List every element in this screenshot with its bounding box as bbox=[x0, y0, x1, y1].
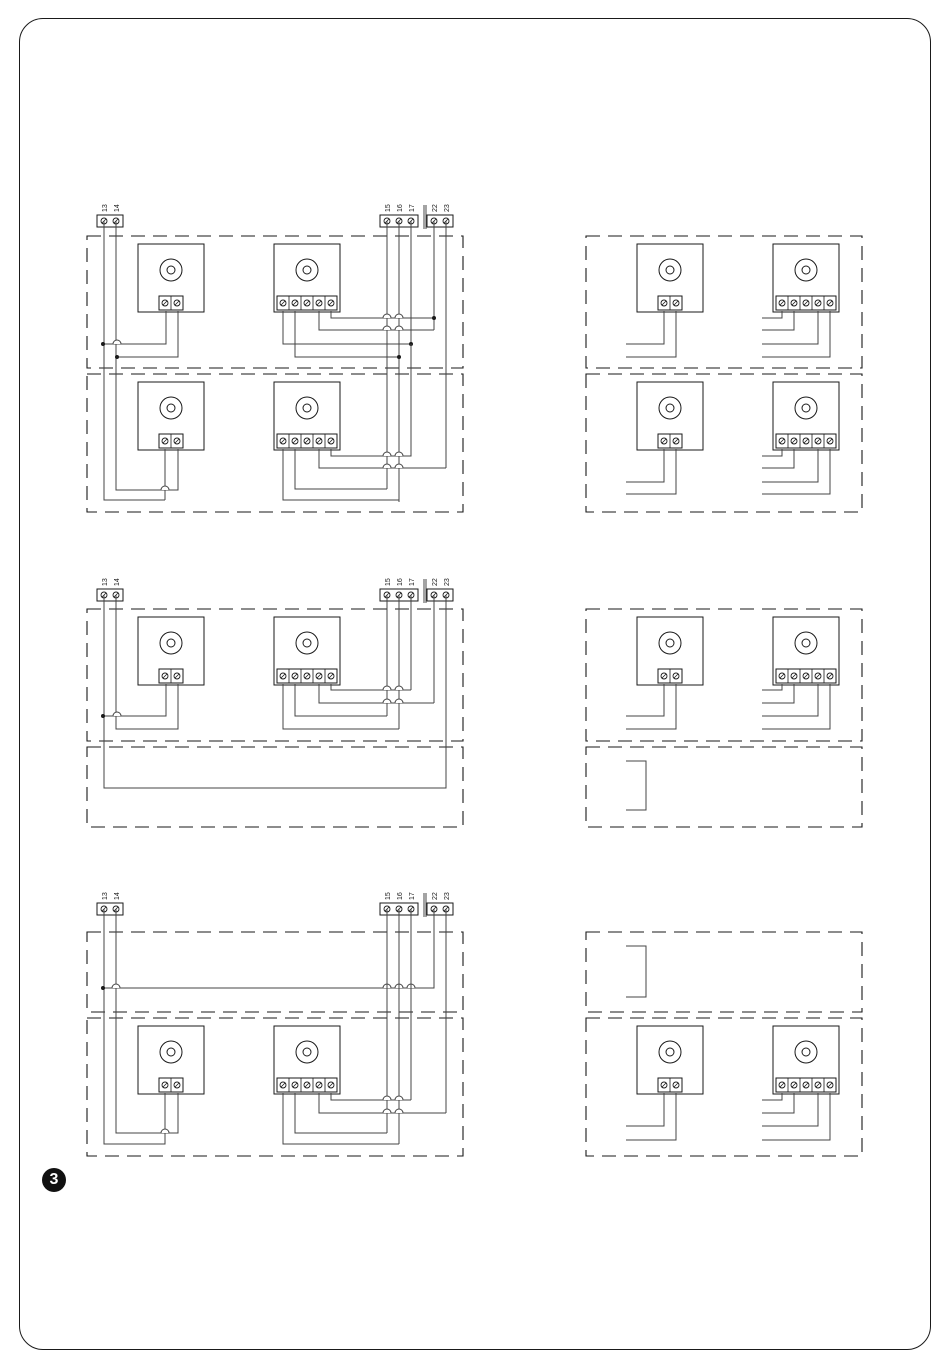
transmitter-1 bbox=[637, 617, 703, 685]
lens-center-icon bbox=[802, 639, 810, 647]
wire bbox=[762, 449, 794, 468]
wire bbox=[116, 909, 178, 1133]
wire bbox=[319, 684, 434, 703]
config-3-right bbox=[586, 932, 862, 1156]
wire-crossover bbox=[395, 699, 403, 703]
wire bbox=[626, 311, 676, 357]
wire-crossover bbox=[395, 314, 403, 318]
wire-crossover bbox=[112, 984, 120, 988]
wire-crossover bbox=[383, 314, 391, 318]
terminal-block-13-14 bbox=[97, 578, 123, 601]
dashed-enclosure bbox=[87, 932, 463, 1012]
wire bbox=[331, 311, 434, 318]
wire bbox=[762, 449, 818, 482]
wire-crossover bbox=[395, 464, 403, 468]
wire-crossover bbox=[383, 699, 391, 703]
transmitter-1 bbox=[637, 244, 703, 312]
wire-crossover bbox=[383, 464, 391, 468]
junction-dot bbox=[432, 316, 436, 320]
wire bbox=[762, 684, 794, 703]
lens-center-icon bbox=[802, 266, 810, 274]
wire-crossover bbox=[395, 326, 403, 330]
wire-crossover bbox=[395, 1109, 403, 1113]
terminal-label-14: 14 bbox=[114, 892, 121, 900]
wire-crossover bbox=[395, 1096, 403, 1100]
wire bbox=[295, 684, 387, 716]
wire bbox=[626, 311, 664, 344]
wire bbox=[319, 311, 434, 330]
wire bbox=[319, 449, 446, 468]
receiver-1 bbox=[773, 244, 839, 312]
lens-center-icon bbox=[303, 1048, 311, 1056]
wire-crossover bbox=[161, 1129, 169, 1133]
wire bbox=[626, 684, 664, 716]
terminal-label-16: 16 bbox=[397, 892, 404, 900]
transmitter-2 bbox=[138, 382, 204, 450]
terminal-label-17: 17 bbox=[409, 892, 416, 900]
receiver-1 bbox=[773, 617, 839, 685]
terminal-block-22-23 bbox=[427, 578, 453, 601]
wire bbox=[117, 311, 178, 357]
wire bbox=[283, 311, 411, 344]
lens-center-icon bbox=[802, 404, 810, 412]
lens-center-icon bbox=[303, 266, 311, 274]
junction-dot bbox=[115, 355, 119, 359]
terminal-label-14: 14 bbox=[114, 578, 121, 586]
transmitter-1 bbox=[138, 244, 204, 312]
config-2-left bbox=[87, 578, 463, 827]
wire-crossover bbox=[395, 686, 403, 690]
wire-crossover bbox=[113, 340, 121, 344]
dashed-enclosure bbox=[586, 747, 862, 827]
receiver-2 bbox=[274, 1026, 340, 1094]
figure-number-badge: 3 bbox=[42, 1168, 66, 1192]
wire bbox=[626, 684, 676, 729]
transmitter-2 bbox=[637, 1026, 703, 1094]
wire bbox=[283, 684, 399, 729]
junction-dot bbox=[101, 714, 105, 718]
transmitter-2 bbox=[138, 1026, 204, 1094]
lens-center-icon bbox=[802, 1048, 810, 1056]
config-3-left bbox=[87, 892, 463, 1156]
wire bbox=[103, 909, 434, 988]
receiver-1 bbox=[274, 244, 340, 312]
junction-dot bbox=[101, 342, 105, 346]
wire bbox=[319, 1093, 446, 1113]
terminal-label-14: 14 bbox=[114, 204, 121, 212]
dashed-enclosure bbox=[586, 932, 862, 1012]
terminal-label-15: 15 bbox=[385, 892, 392, 900]
terminal-label-22: 22 bbox=[432, 204, 439, 212]
wire bbox=[626, 761, 646, 810]
wire bbox=[283, 1093, 399, 1144]
wire bbox=[762, 684, 830, 729]
wire bbox=[762, 1093, 818, 1126]
terminal-block-13-14 bbox=[97, 204, 123, 227]
wire bbox=[283, 449, 399, 500]
terminal-label-23: 23 bbox=[444, 578, 451, 586]
config-1-left bbox=[87, 204, 463, 512]
wire-crossover bbox=[113, 712, 121, 716]
lens-center-icon bbox=[167, 639, 175, 647]
wire-crossover bbox=[383, 1109, 391, 1113]
terminal-label-23: 23 bbox=[444, 204, 451, 212]
wire-crossover bbox=[383, 452, 391, 456]
transmitter-2 bbox=[637, 382, 703, 450]
receiver-2 bbox=[773, 382, 839, 450]
wire bbox=[626, 449, 664, 482]
wire bbox=[295, 449, 387, 489]
terminal-label-22: 22 bbox=[432, 892, 439, 900]
terminal-label-13: 13 bbox=[102, 578, 109, 586]
terminal-label-23: 23 bbox=[444, 892, 451, 900]
terminal-label-16: 16 bbox=[397, 578, 404, 586]
receiver-1 bbox=[274, 617, 340, 685]
wire bbox=[103, 311, 166, 344]
wire bbox=[626, 1093, 676, 1140]
terminal-label-13: 13 bbox=[102, 204, 109, 212]
lens-center-icon bbox=[666, 404, 674, 412]
lens-center-icon bbox=[666, 639, 674, 647]
lens-center-icon bbox=[666, 266, 674, 274]
wire-crossover bbox=[383, 326, 391, 330]
terminal-label-17: 17 bbox=[409, 578, 416, 586]
wire-crossover bbox=[161, 486, 169, 490]
wire bbox=[626, 946, 646, 997]
wire-crossover bbox=[383, 686, 391, 690]
terminal-block-13-14 bbox=[97, 892, 123, 915]
lens-center-icon bbox=[167, 1048, 175, 1056]
receiver-2 bbox=[773, 1026, 839, 1094]
wire bbox=[103, 684, 166, 716]
terminal-label-15: 15 bbox=[385, 578, 392, 586]
config-2-right bbox=[586, 609, 862, 827]
wire-crossover bbox=[395, 452, 403, 456]
terminal-label-13: 13 bbox=[102, 892, 109, 900]
receiver-2 bbox=[274, 382, 340, 450]
wire bbox=[762, 1093, 794, 1113]
lens-center-icon bbox=[167, 404, 175, 412]
transmitter-1 bbox=[138, 617, 204, 685]
config-1-right bbox=[586, 236, 862, 512]
terminal-block-22-23 bbox=[427, 892, 453, 915]
lens-center-icon bbox=[303, 639, 311, 647]
lens-center-icon bbox=[303, 404, 311, 412]
terminal-block-22-23 bbox=[427, 204, 453, 227]
junction-dot bbox=[101, 986, 105, 990]
wire bbox=[762, 684, 818, 716]
terminal-label-17: 17 bbox=[409, 204, 416, 212]
junction-dot bbox=[397, 355, 401, 359]
dashed-enclosure bbox=[87, 747, 463, 827]
wire bbox=[762, 311, 794, 330]
terminal-label-22: 22 bbox=[432, 578, 439, 586]
wire-crossover bbox=[383, 1096, 391, 1100]
wire bbox=[626, 449, 676, 494]
wire bbox=[626, 1093, 664, 1126]
lens-center-icon bbox=[666, 1048, 674, 1056]
wire bbox=[762, 311, 818, 344]
lens-center-icon bbox=[167, 266, 175, 274]
terminal-label-15: 15 bbox=[385, 204, 392, 212]
terminal-label-16: 16 bbox=[397, 204, 404, 212]
